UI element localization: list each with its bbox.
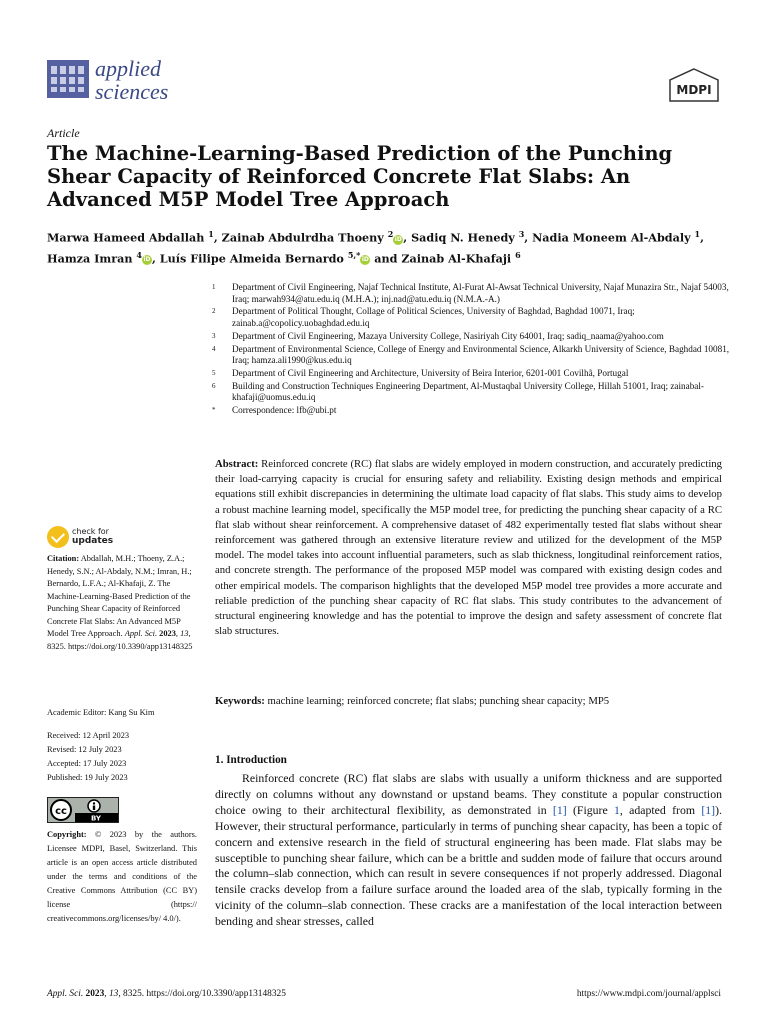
keywords <box>215 694 722 709</box>
footer-citation: Appl. Sci. 2023, 13, 8325. https://doi.org/10.3390/app13148325 <box>47 989 286 999</box>
date-accepted: Accepted: 17 July 2023 <box>47 759 127 768</box>
intro-text-4: ). However, their structural performance, particularly in terms of punching shear capacity, has been a topic of concern and extensive research in the field of structural engineering has been made. Flat slabs may be susceptible to punching shear failure, which can be a brittle and sudden mode of failure that occurs around the column–slab connection, which can result in severe consequences if not properly addressed. Diagonal tensile cracks develop from a failure surface around the loaded area of the slab, typically forming in the vicinity of the column–slab connection. These cracks are a manifestation of the local interaction between bending and shear stresses, called <box>215 802 722 929</box>
article-title: The Machine-Learning-Based Prediction of the Punching Shear Capacity of Reinforced Concrete Flat Slabs: An Advanced M5P Model Tree Approach <box>47 142 673 211</box>
citation-pages: , 8325. <box>47 629 191 651</box>
check-updates-line1: check for <box>72 527 109 536</box>
check-for-updates-button[interactable] <box>47 526 127 552</box>
citation-volume: 13 <box>180 629 189 638</box>
abstract-text: Reinforced concrete (RC) flat slabs are widely employed in modern construction, and accurately predicting their load-carrying capacity is crucial for ensuring safety and reliability. Existing design methods and empirical equations still exhibit discrepancies in determining the ultimate load capacity of flat slabs. This study aims to develop a robust machine learning model, specifically the M5P model tree, for predicting the punching shear capacity of a RC flat slab without shear reinforcement. A comprehensive dataset of 482 experimentally tested flat slabs without shear reinforcement was gathered through an extensive literature review and utilized for the development of the M5P model. The model takes into account influential parameters, such as slab thickness, longitudinal reinforcement ratios, and concrete strength. The performance of the proposed M5P model was compared with existing design codes and other empirical models. The comparison highlights that the developed M5P model tree provides a more accurate and reliable prediction of the punching shear capacity of RC flat slabs. This study contributes to the advancement of structural engineering knowledge and has the potential to improve the design and safety assessment of concrete flat slab structures. <box>215 458 722 638</box>
author-affiliation-marker: 1 <box>694 229 701 239</box>
footer-volume: 13 <box>108 989 119 999</box>
academic-editor: Academic Editor: Kang Su Kim <box>47 708 155 717</box>
affiliation-number: 2 <box>212 307 216 316</box>
citation-label: Citation: <box>47 554 80 563</box>
affiliation-text: Department of Civil Engineering, Mazaya University College, Nasiriyah City 64001, Iraq; sadiq_naama@yahoo.com <box>232 330 664 341</box>
copyright-label: Copyright: <box>47 830 87 839</box>
affiliation-number: 4 <box>212 344 216 353</box>
affiliation-text: Department of Civil Engineering, Najaf Technical Institute, Al-Furat Al-Awsat Technical University, Najaf Munazira Str., Najaf 54003, Iraq; marwah934@atu.edu.iq (M.H.A.); inj.nad@atu.edu.iq (N.M.A.-A.) <box>232 282 729 304</box>
affiliation-item <box>212 405 737 417</box>
author-separator: , <box>213 230 222 245</box>
citation: Citation: Abdallah, M.H.; Thoeny, Z.A.; Henedy, S.N.; Al-Abdaly, N.M.; Imran, H.; Bernardo, L.F.A.; Al-Khafaji, Z. The Machine-Learning-Based Prediction of the Punching Shear Capacity of Reinforced Concrete Flat Slabs: An Advanced M5P Model Tree Approach. Appl. Sci. 2023, 13, 8325. https://doi.org/10.3390/app13148325 <box>47 554 193 651</box>
figure-link-1[interactable]: 1 <box>613 802 620 817</box>
section-heading-introduction: 1. Introduction <box>215 754 287 766</box>
check-updates-icon <box>47 526 69 548</box>
introduction-paragraph <box>215 771 722 930</box>
journal-name-line1: applied <box>95 56 161 81</box>
footer-journal-url-link[interactable]: https://www.mdpi.com/journal/applsci <box>576 989 721 999</box>
intro-text-1: Reinforced concrete (RC) flat slabs are slabs with usually a uniform thickness and are supported directly on columns without any downstand or upstand beams. They constitute a popular construction choice owing to their architectural flexibility, as demonstrated in <box>215 771 722 817</box>
footer-rest: , 8325. https://doi.org/10.3390/app13148325 <box>118 989 286 999</box>
footer-journal: Appl. Sci. <box>47 989 84 999</box>
cc-by-license-icon[interactable] <box>47 797 119 823</box>
abstract-label: Abstract: <box>215 458 259 470</box>
cc-by-text: BY <box>90 814 102 822</box>
affiliation-number: 6 <box>212 381 216 390</box>
check-updates-line2: updates <box>72 536 114 546</box>
author-list <box>47 226 737 267</box>
reference-link-1[interactable]: [1] <box>552 802 567 817</box>
author-separator: , <box>403 230 412 245</box>
reference-link-2[interactable]: [1] <box>701 802 716 817</box>
intro-text-2: (Figure <box>566 802 614 817</box>
author-affiliation-marker: 6 <box>515 249 521 260</box>
author-affiliation-marker: 5,* <box>347 249 361 260</box>
date-revised: Revised: 12 July 2023 <box>47 745 122 754</box>
date-received: Received: 12 April 2023 <box>47 731 130 740</box>
affiliation-text: Department of Political Thought, Collage of Political Sciences, University of Baghdad, Baghdad 10071, Iraq; zainab.a@copolicy.uobaghdad.edu.iq <box>232 306 635 329</box>
author-name: Nadia Moneem Al-Abdaly <box>532 230 691 245</box>
journal-logo-icon <box>47 60 89 98</box>
author-affiliation-marker: 3 <box>518 229 525 239</box>
orcid-icon[interactable]: iD <box>361 256 369 264</box>
article-dates <box>47 729 202 785</box>
affiliation-item <box>212 331 737 343</box>
author-name: Hamza Imran <box>47 251 133 266</box>
author-name: Marwa Hameed Abdallah <box>47 230 205 245</box>
copyright <box>47 828 197 926</box>
orcid-icon[interactable]: iD <box>394 235 402 243</box>
author-affiliation-marker: 1 <box>208 229 214 239</box>
author-name: Zainab Al-Khafaji <box>401 251 512 266</box>
affiliations <box>212 282 737 418</box>
affiliation-number: * <box>212 406 216 415</box>
affiliation-item <box>212 306 737 329</box>
affiliation-text: Department of Environmental Science, College of Energy and Environmental Science, Alkarkh University of Science, Baghdad 10081, Iraq; hamza.ali1990@kus.edu.iq <box>232 343 730 366</box>
citation-text: Abdallah, M.H.; Thoeny, Z.A.; Henedy, S.N.; Al-Abdaly, N.M.; Imran, H.; Bernardo, L.F.A.; Al-Khafaji, Z. The Machine-Learning-Based Prediction of the Punching Shear Capacity of Reinforced Concrete Flat Slabs: An Advanced M5P Model Tree Approach. <box>47 554 192 638</box>
affiliation-text: Department of Civil Engineering and Architecture, University of Beira Interior, 6201-001 Covilhã, Portugal <box>232 367 629 378</box>
author-separator: , <box>700 230 704 245</box>
citation-doi-link[interactable]: https://doi.org/10.3390/app13148325 <box>67 641 193 651</box>
affiliation-number: 5 <box>212 368 216 377</box>
affiliation-item <box>212 282 737 305</box>
author-affiliation-marker: 4 <box>136 249 142 260</box>
citation-year: 2023 <box>159 629 176 638</box>
mdpi-logo-text: MDPI <box>676 83 712 97</box>
svg-text:cc: cc <box>55 806 67 817</box>
author-separator: , <box>152 251 160 266</box>
date-published: Published: 19 July 2023 <box>47 773 128 782</box>
affiliation-item <box>212 368 737 380</box>
author-separator: , <box>524 230 533 245</box>
author-affiliation-marker: 2 <box>387 229 394 239</box>
author-name: Luís Filipe Almeida Bernardo <box>159 251 344 266</box>
article-type: Article <box>47 126 80 140</box>
affiliation-number: 3 <box>212 331 216 340</box>
mdpi-logo <box>668 68 720 104</box>
copyright-text: © 2023 by the authors. Licensee MDPI, Basel, Switzerland. This article is an open access article distributed under the terms and conditions of the Creative Commons Attribution (CC BY) license (https:// creativecommons.org/licenses/by/ 4.0/). <box>47 830 198 923</box>
footer-year: 2023 <box>85 989 105 999</box>
intro-text-3: , adapted from <box>619 802 702 817</box>
journal-name <box>95 57 168 103</box>
citation-journal: Appl. Sci. <box>124 629 158 638</box>
affiliation-item <box>212 344 737 367</box>
affiliation-text: Building and Construction Techniques Engineering Department, Al-Mustaqbal University College, Hillah 51001, Iraq; zainabal-khafaji@uomus.edu.iq <box>232 380 704 403</box>
affiliation-text: Correspondence: lfb@ubi.pt <box>232 405 337 416</box>
author-separator: and <box>370 251 402 266</box>
author-name: Sadiq N. Henedy <box>411 230 515 245</box>
author-name: Zainab Abdulrdha Thoeny <box>221 230 384 245</box>
abstract <box>215 457 722 639</box>
keywords-text: machine learning; reinforced concrete; flat slabs; punching shear capacity; MP5 <box>267 695 610 707</box>
keywords-label: Keywords: <box>215 695 265 707</box>
affiliation-number: 1 <box>212 283 216 291</box>
orcid-icon[interactable]: iD <box>143 256 151 264</box>
journal-name-line2: sciences <box>95 79 169 104</box>
affiliation-item <box>212 381 737 404</box>
